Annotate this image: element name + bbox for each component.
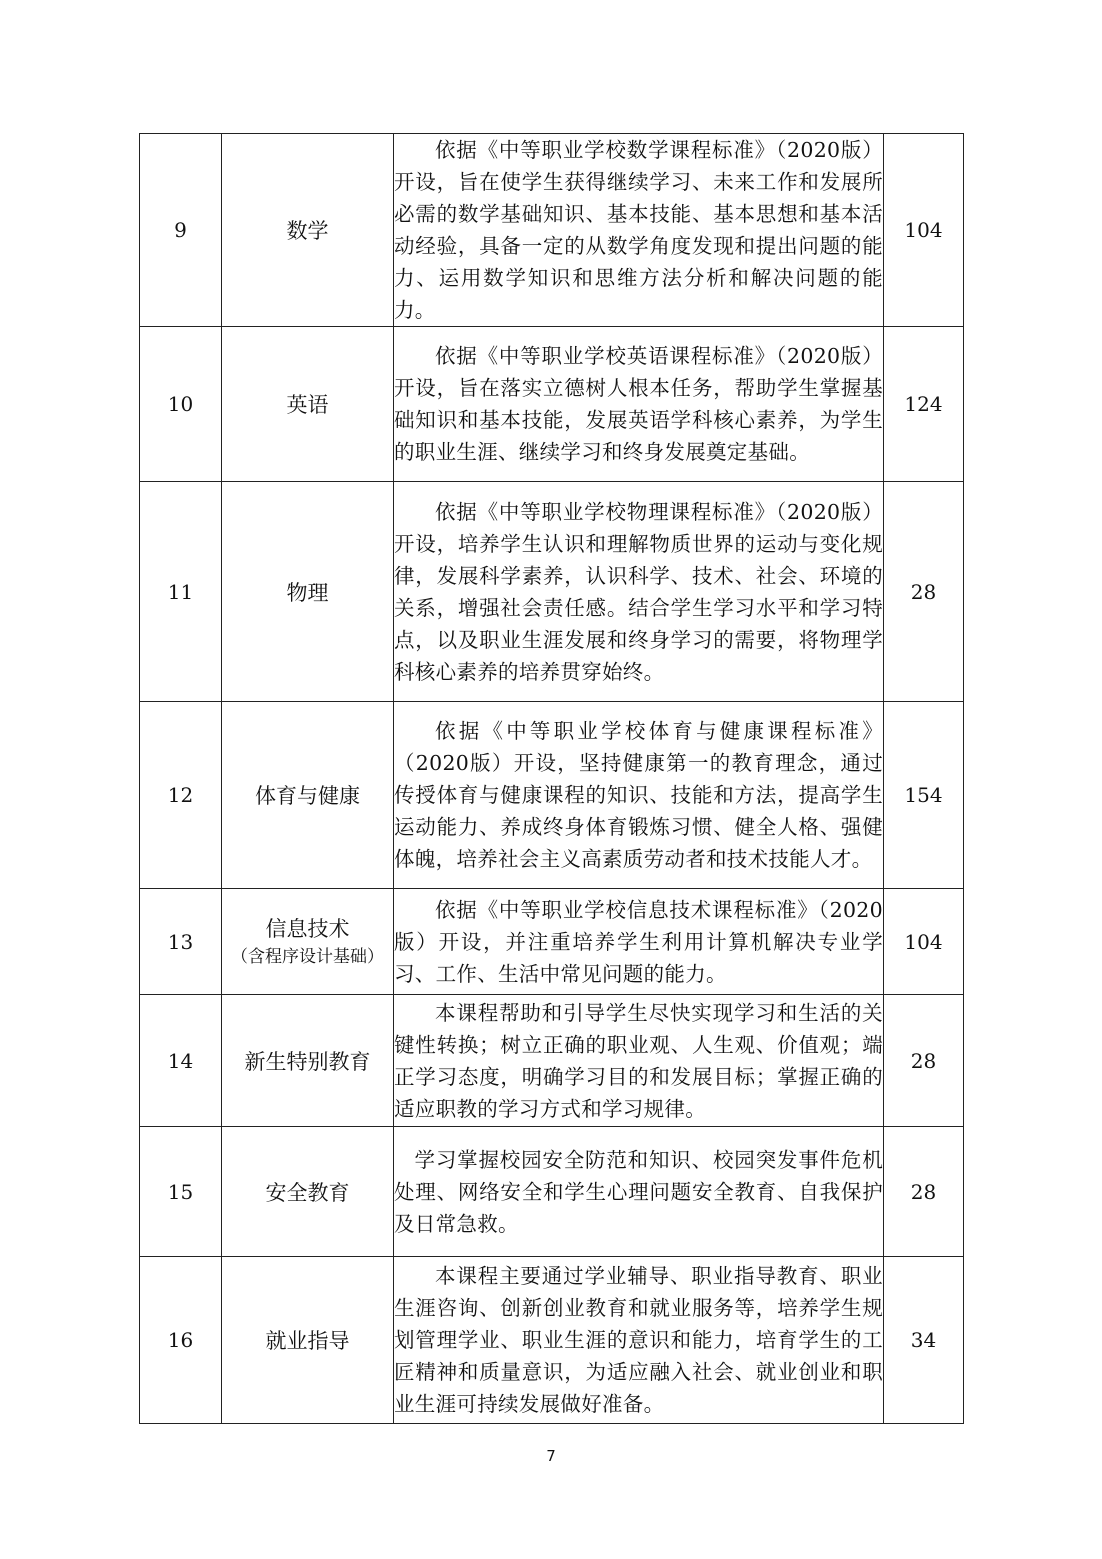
page-number: 7 [546,1447,556,1465]
course-description: 本课程主要通过学业辅导、职业指导教育、职业生涯咨询、创新创业教育和就业服务等，培养学生规划管理学业、职业生涯的意识和能力，培育学生的工匠精神和质量意识，为适应融入社会、就业创业和职业生涯可持续发展做好准备。 [394,1264,883,1416]
course-name: 数学 [222,134,394,327]
course-hours: 28 [884,482,964,702]
row-number: 15 [140,1127,222,1257]
row-number: 12 [140,702,222,889]
row-number: 14 [140,995,222,1127]
course-name-cell [222,889,394,995]
course-name: 安全教育 [222,1127,394,1257]
course-name: 新生特别教育 [222,995,394,1127]
course-description: 依据《中等职业学校信息技术课程标准》（2020版）开设，并注重培养学生利用计算机解决专业学习、工作、生活中常见问题的能力。 [394,897,883,986]
course-hours: 28 [884,995,964,1127]
table-row [140,482,964,702]
course-description-cell [394,702,884,889]
course-name: 信息技术 [265,916,350,941]
table-row [140,1127,964,1257]
course-description-cell [394,134,884,327]
table-row [140,1257,964,1424]
course-name: 就业指导 [222,1257,394,1424]
course-hours: 154 [884,702,964,889]
course-name: 体育与健康 [222,702,394,889]
course-description: 依据《中等职业学校数学课程标准》（2020版）开设，旨在使学生获得继续学习、未来工作和发展所必需的数学基础知识、基本技能、基本思想和基本活动经验，具备一定的从数学角度发现和提出问题的能力、运用数学知识和思维方法分析和解决问题的能力。 [394,138,883,322]
table-row [140,702,964,889]
table-row [140,327,964,482]
table-row [140,134,964,327]
course-description: 依据《中等职业学校英语课程标准》（2020版）开设，旨在落实立德树人根本任务，帮助学生掌握基础知识和基本技能，发展英语学科核心素养，为学生的职业生涯、继续学习和终身发展奠定基础。 [394,344,883,464]
course-description-cell [394,327,884,482]
row-number: 11 [140,482,222,702]
course-description-cell [394,482,884,702]
course-description: 本课程帮助和引导学生尽快实现学习和生活的关键性转换；树立正确的职业观、人生观、价值观；端正学习态度，明确学习目的和发展目标；掌握正确的适应职教的学习方式和学习规律。 [394,1000,883,1121]
course-description: 学习掌握校园安全防范和知识、校园突发事件危机处理、网络安全和学生心理问题安全教育、自我保护及日常急救。 [394,1147,883,1236]
course-description-cell [394,1127,884,1257]
course-description-cell [394,995,884,1127]
course-hours: 34 [884,1257,964,1424]
course-table [139,133,964,1424]
row-number: 9 [140,134,222,327]
course-name: 物理 [222,482,394,702]
course-hours: 104 [884,889,964,995]
row-number: 13 [140,889,222,995]
course-name-note: （含程序设计基础） [231,946,384,967]
course-description-cell [394,889,884,995]
course-hours: 104 [884,134,964,327]
course-hours: 124 [884,327,964,482]
row-number: 16 [140,1257,222,1424]
course-hours: 28 [884,1127,964,1257]
course-name: 英语 [222,327,394,482]
course-description-cell [394,1257,884,1424]
course-description: 依据《中等职业学校体育与健康课程标准》（2020版）开设，坚持健康第一的教育理念，通过传授体育与健康课程的知识、技能和方法，提高学生运动能力、养成终身体育锻炼习惯、健全人格、强健体魄，培养社会主义高素质劳动者和技术技能人才。 [394,719,883,871]
table-row [140,995,964,1127]
row-number: 10 [140,327,222,482]
course-description: 依据《中等职业学校物理课程标准》（2020版）开设，培养学生认识和理解物质世界的运动与变化规律，发展科学素养，认识科学、技术、社会、环境的关系，增强社会责任感。结合学生学习水平和学习特点，以及职业生涯发展和终身学习的需要，将物理学科核心素养的培养贯穿始终。 [394,499,883,684]
table-row [140,889,964,995]
